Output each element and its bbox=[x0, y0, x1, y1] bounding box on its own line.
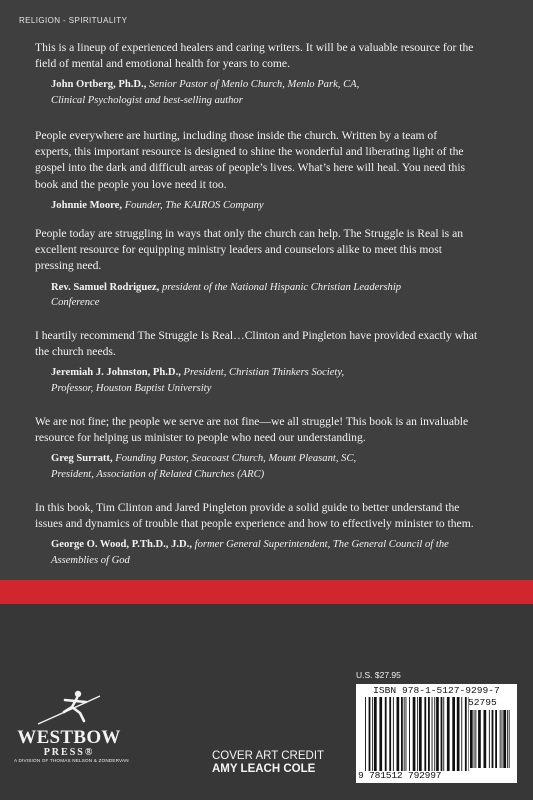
addon-price-code: 52795 bbox=[468, 697, 497, 708]
barcode-bar bbox=[404, 697, 405, 771]
barcode-bar bbox=[478, 710, 481, 768]
barcode-bar bbox=[489, 710, 490, 768]
barcode-bar bbox=[436, 697, 439, 771]
barcode-bar bbox=[465, 697, 467, 771]
endorsement-attribution: Greg Surratt, Founding Pastor, Seacoast Church, Mount Pleasant, SC, President, Association of Related Churches (ARC) bbox=[51, 453, 357, 480]
barcode-bar bbox=[385, 697, 387, 771]
endorsement-1 bbox=[35, 40, 513, 108]
endorsement-attribution: George O. Wood, P.Th.D., J.D., former General Superintendent, The General Council of the Assemblies of God bbox=[51, 539, 449, 566]
barcode-bar bbox=[374, 697, 377, 771]
ean-number: 9 781512 792997 bbox=[358, 770, 442, 781]
publisher-logo bbox=[14, 688, 129, 764]
barcode-bar bbox=[500, 710, 501, 768]
endorsement-quote: I heartily recommend The Struggle Is Real…Clinton and Pingleton have provided exactly what the church needs. bbox=[35, 329, 478, 359]
endorsement-quote: People today are struggling in ways that only the church can help. The Struggle is Real is an excellent resource for equipping ministry leaders and counselors alike to meet this most pressing need. bbox=[35, 227, 464, 273]
barcode-bar bbox=[447, 697, 450, 771]
barcode-bar bbox=[409, 697, 410, 771]
endorsement-quote: In this book, Tim Clinton and Jared Pingleton provide a solid guide to better understand the issues and dynamics of trouble that people experience and how to effectively minister to them. bbox=[35, 501, 474, 531]
barcode-bar bbox=[441, 697, 443, 771]
publisher-division: A DIVISION OF THOMAS NELSON & ZONDERVAN bbox=[14, 758, 129, 763]
endorsement-attribution: Rev. Samuel Rodriguez, president of the National Hispanic Christian Leadership Conference bbox=[51, 281, 402, 309]
barcode-bar bbox=[432, 697, 433, 771]
cover-art-credit bbox=[212, 750, 324, 776]
barcode-bar bbox=[509, 710, 510, 768]
endorsement-attribution: Johnnie Moore, Founder, The KAIROS Company bbox=[51, 199, 264, 211]
barcode-bar bbox=[503, 710, 506, 768]
barcode-bar bbox=[428, 697, 430, 771]
publisher-name: WESTBOW bbox=[17, 727, 121, 748]
endorser-name: Greg Surratt, bbox=[51, 453, 113, 465]
barcode-bar bbox=[397, 697, 400, 771]
barcode-bar bbox=[413, 697, 416, 771]
endorsement-quote: This is a lineup of experienced healers and caring writers. It will be a valuable resource for the field of mental and emotional health for years to come. bbox=[35, 41, 474, 71]
endorser-name: Johnnie Moore, bbox=[51, 199, 123, 211]
barcode-bar bbox=[502, 710, 503, 768]
barcode-bar bbox=[406, 697, 407, 771]
endorsement-attribution: John Ortberg, Ph.D., Senior Pastor of Menlo Church, Menlo Park, CA, Clinical Psychologist and best-selling author bbox=[51, 79, 360, 106]
barcode-bar bbox=[470, 710, 473, 768]
endorsement-quote: We are not fine; the people we serve are not fine—we all struggle! This book is an invaluable resource for helping us minister to people who need our understanding. bbox=[35, 415, 469, 445]
barcode-bar bbox=[475, 710, 476, 768]
barcode-bar bbox=[461, 697, 462, 771]
publisher-press: PRESS® bbox=[43, 747, 95, 758]
barcode-bar bbox=[365, 697, 366, 771]
endorsement-6 bbox=[35, 500, 513, 568]
barcode-bar bbox=[443, 697, 444, 771]
endorser-name: George O. Wood, P.Th.D., J.D., bbox=[51, 539, 192, 551]
endorser-name: John Ortberg, Ph.D., bbox=[51, 79, 147, 91]
endorser-name: Rev. Samuel Rodriguez, bbox=[51, 281, 160, 293]
endorsement-5 bbox=[35, 414, 513, 482]
barcode-bar bbox=[417, 697, 418, 771]
accent-band bbox=[0, 580, 533, 604]
isbn-label: ISBN 978-1-5127-9299-7 bbox=[373, 685, 500, 696]
price-label: U.S. $27.95 bbox=[356, 670, 401, 680]
endorsement-4 bbox=[35, 328, 513, 396]
barcode-bar bbox=[369, 697, 371, 771]
barcode-bar bbox=[379, 697, 382, 771]
barcode-bar bbox=[393, 697, 394, 771]
ean-barcode bbox=[365, 697, 469, 771]
barcode-bar bbox=[507, 710, 508, 768]
barcode-bar bbox=[495, 710, 497, 768]
barcode-bar bbox=[434, 697, 435, 771]
barcode-bar bbox=[457, 697, 460, 771]
endorsement-2 bbox=[35, 128, 513, 213]
barcode-bar bbox=[372, 697, 373, 771]
barcode-panel bbox=[356, 684, 517, 783]
endorsement-3 bbox=[35, 226, 513, 310]
category-label: RELIGION - SPIRITUALITY bbox=[19, 16, 128, 25]
barcode-bar bbox=[424, 697, 426, 771]
credit-name: AMY LEACH COLE bbox=[212, 763, 316, 775]
barcode-bar bbox=[401, 697, 403, 771]
barcode-bar bbox=[484, 710, 487, 768]
barcode-bar bbox=[419, 697, 422, 771]
barcode-bar bbox=[474, 710, 475, 768]
endorser-name: Jeremiah J. Johnston, Ph.D., bbox=[51, 367, 181, 379]
barcode-bar bbox=[389, 697, 391, 771]
barcode-bar bbox=[492, 710, 494, 768]
endorsement-quote: People everywhere are hurting, including those inside the church. Written by a team of experts, this important resource is designed to shine the wonderful and liberating light of the gospel into the dark and difficult areas of people’s lives. What’s here will heal. You need this book and the people you love need it too. bbox=[35, 129, 466, 191]
credit-label: COVER ART CREDIT bbox=[212, 750, 325, 762]
barcode-bar bbox=[452, 697, 455, 771]
endorsement-attribution: Jeremiah J. Johnston, Ph.D., President, Christian Thinkers Society, Professor, Houston Baptist University bbox=[51, 367, 345, 394]
leaping-figure-icon bbox=[34, 688, 104, 728]
addon-barcode bbox=[470, 710, 510, 768]
barcode-bar bbox=[469, 697, 470, 771]
